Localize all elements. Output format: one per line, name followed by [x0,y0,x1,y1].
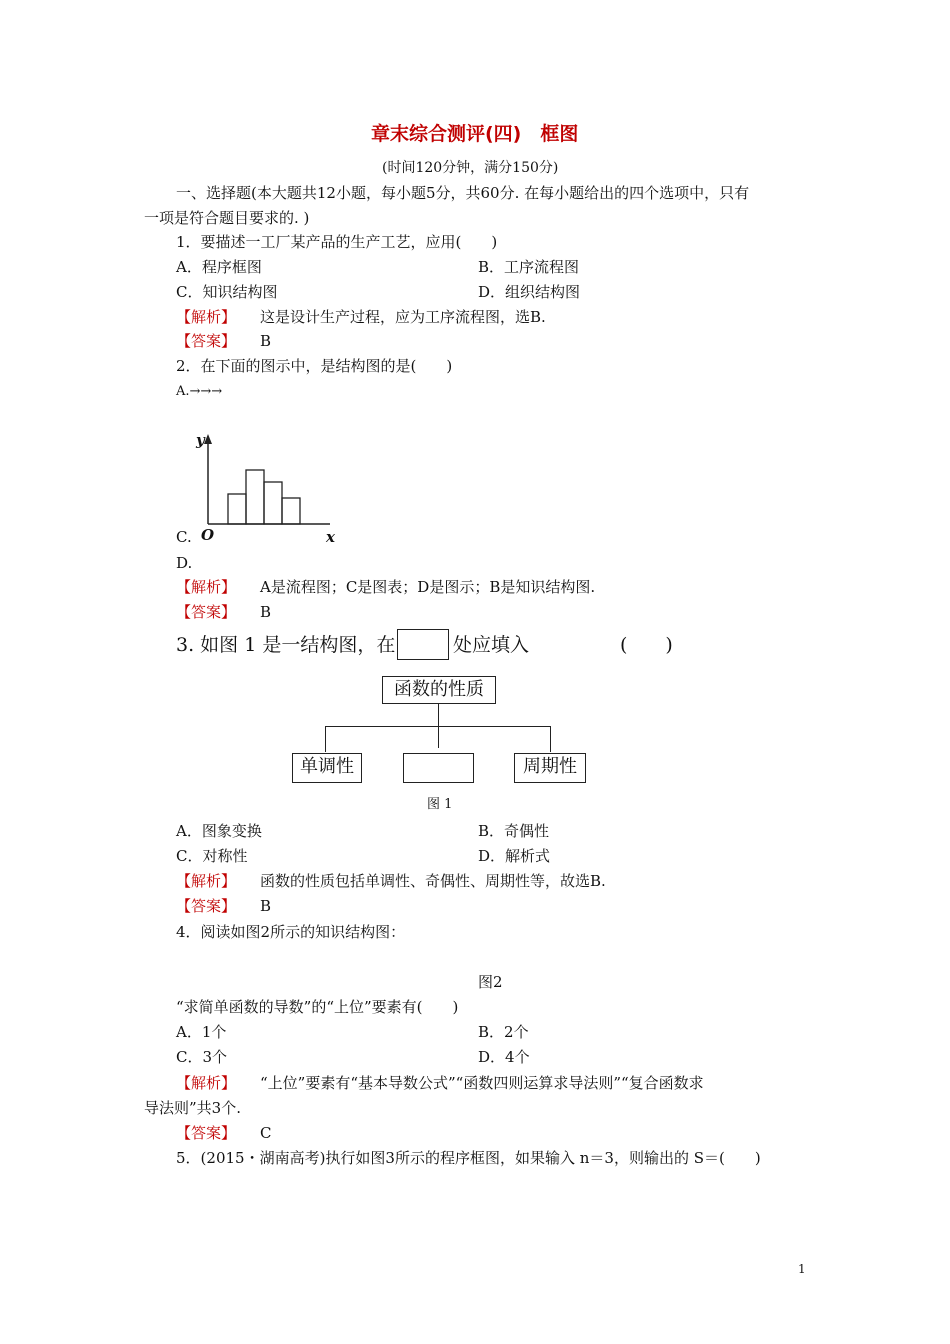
section-intro-line2: 一项是符合题目要求的. ) [144,209,310,227]
q4-stem: 4．阅读如图2所示的知识结构图： [176,923,406,941]
q2-axis-y-label: y [196,431,205,449]
q4-option-b: B．2个 [478,1023,529,1041]
q3-stem-left: 3. 如图 1 是一结构图，在 [176,634,396,656]
q1-answer: B [260,332,272,350]
q2-option-c: C. [176,528,192,546]
q4-answer-tag: 【答案】 [176,1124,237,1142]
q3-answer-paren: ( ) [620,634,673,656]
q4-analysis-line1: “上位”要素有“基本导数公式”“函数四则运算求导法则”“复合函数求 [260,1074,704,1092]
q1-option-b: B．工序流程图 [478,258,580,276]
q4-option-c: C．3个 [176,1048,228,1066]
q3-option-d: D．解析式 [478,847,551,865]
q3-child-node-blank [403,753,474,783]
q1-analysis: 这是设计生产过程，应为工序流程图，选B. [260,308,546,326]
q2-axis-x-label: x [326,528,335,546]
section-intro-line1: 一、选择题(本大题共12小题，每小题5分，共60分. 在每小题给出的四个选项中，只有 [176,184,750,202]
q5-stem: 5．(2015・湖南高考)执行如图3所示的程序框图，如果输入 n＝3，则输出的 S＝( ) [176,1149,761,1167]
q4-option-d: D．4个 [478,1048,530,1066]
q2-stem: 2．在下面的图示中，是结构图的是( ) [176,357,453,375]
q1-stem: 1．要描述一工厂某产品的生产工艺，应用( ) [176,233,498,251]
q1-analysis-tag: 【解析】 [176,308,237,326]
q3-option-c: C．对称性 [176,847,248,865]
page-number: 1 [798,1262,806,1276]
q4-answer: C [260,1124,272,1142]
q2-axis-origin-label: O [201,526,215,544]
q1-option-d: D．组织结构图 [478,283,581,301]
page-title: 章末综合测评(四) 框图 [371,123,579,145]
page-subtitle: (时间120分钟，满分150分) [382,160,559,176]
q2-analysis-tag: 【解析】 [176,578,237,596]
q4-question: “求简单函数的导数”的“上位”要素有( ) [176,998,459,1016]
q3-connector-right [550,726,551,752]
q1-option-c: C．知识结构图 [176,283,278,301]
q4-option-a: A．1个 [176,1023,227,1041]
q3-connector-horizontal [325,726,551,727]
q2-analysis: A是流程图；C是图表；D是图示；B是知识结构图. [260,578,596,596]
q3-root-node: 函数的性质 [382,676,496,704]
q3-answer-tag: 【答案】 [176,897,237,915]
q4-figure-caption: 图2 [478,973,503,991]
q2-option-a: A.→→→ [176,384,223,399]
q3-analysis: 函数的性质包括单调性、奇偶性、周期性等，故选B. [260,872,606,890]
q3-child-node-1: 单调性 [292,753,362,783]
q2-answer: B [260,603,272,621]
q3-child-node-3: 周期性 [514,753,586,783]
q2-option-d: D. [176,554,193,572]
q1-option-a: A．程序框图 [176,258,262,276]
q3-option-b: B．奇偶性 [478,822,550,840]
q3-connector-left [325,726,326,752]
q3-analysis-tag: 【解析】 [176,872,237,890]
q3-option-a: A．图象变换 [176,822,262,840]
q3-blank-box [397,629,449,660]
q1-answer-tag: 【答案】 [176,332,237,350]
q3-answer: B [260,897,272,915]
q3-figure-caption: 图 1 [427,797,453,812]
q3-stem-right: 处应填入 [453,634,530,656]
q2-answer-tag: 【答案】 [176,603,237,621]
q4-analysis-line2: 导法则”共3个. [144,1099,241,1117]
q4-analysis-tag: 【解析】 [176,1074,237,1092]
